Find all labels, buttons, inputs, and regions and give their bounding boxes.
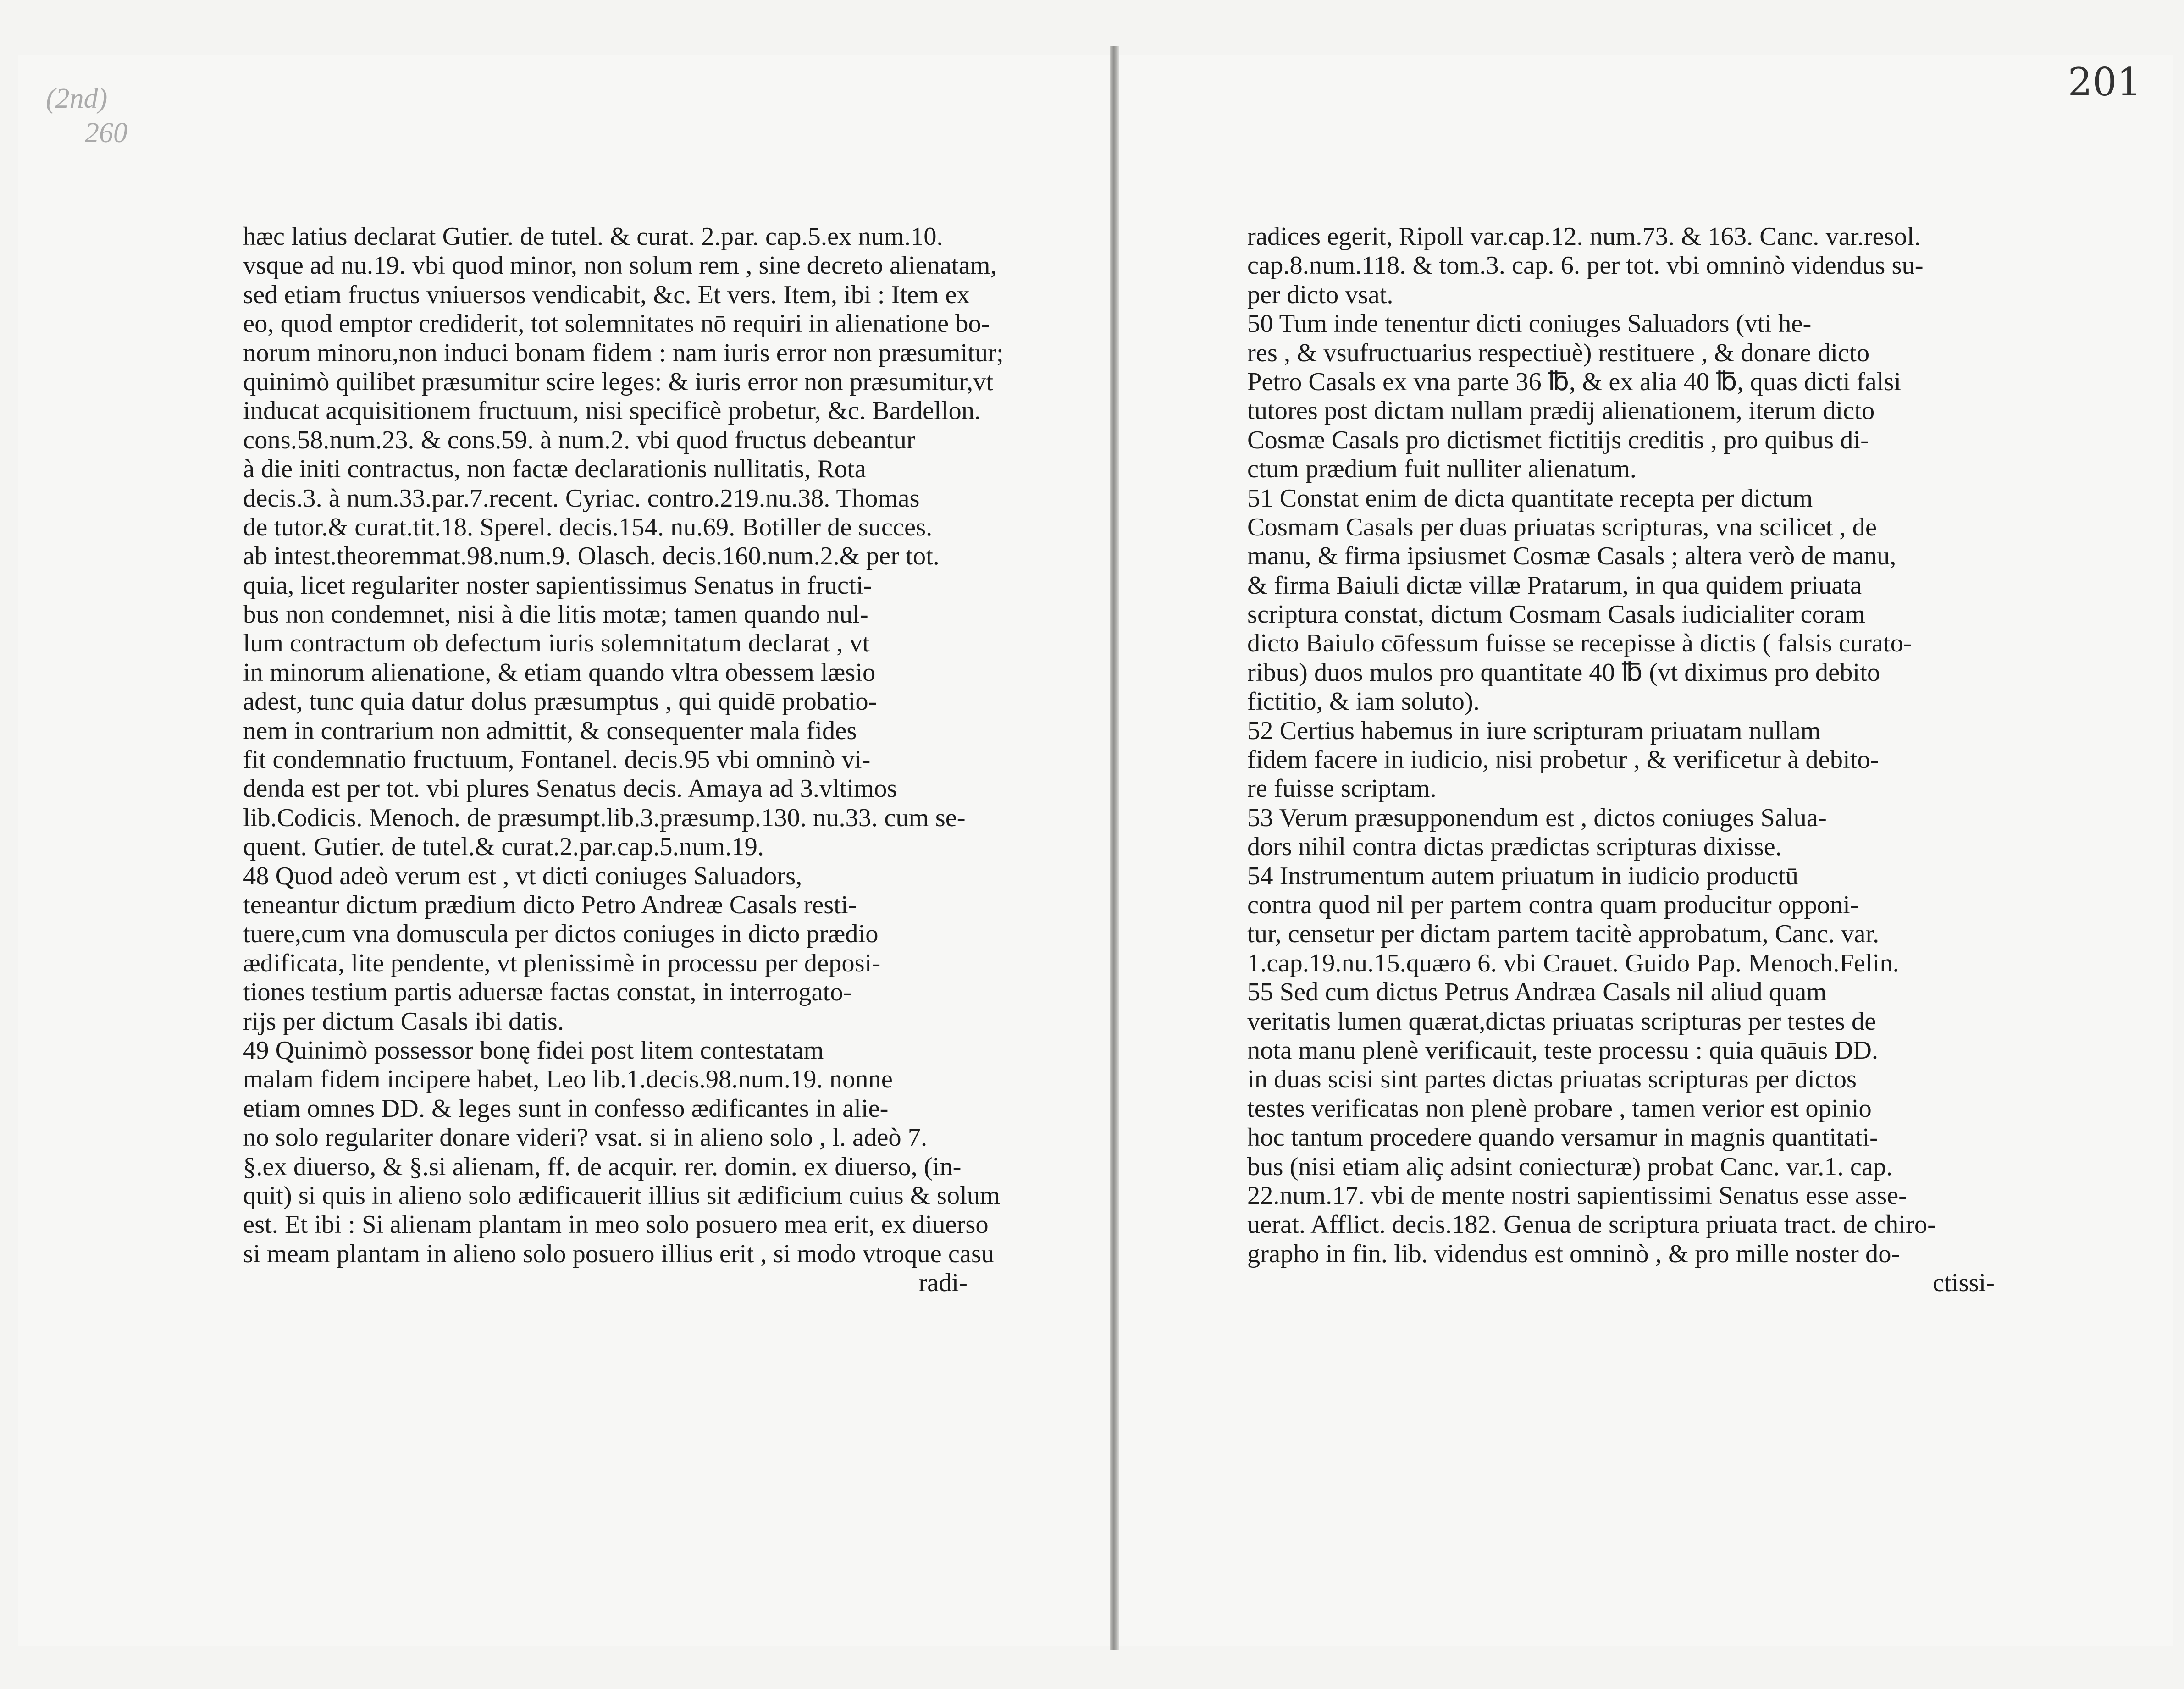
text-line: malam fidem incipere habet, Leo lib.1.decis.98.num.19. nonne — [243, 1065, 893, 1094]
text-line: re fuisse scriptam. — [1247, 774, 1437, 803]
text-line: per dicto vsat. — [1247, 280, 1393, 309]
text-line: etiam omnes DD. & leges sunt in confesso ædificantes in alie- — [243, 1094, 889, 1123]
text-line: uerat. Afflict. decis.182. Genua de scriptura priuata tract. de chiro- — [1247, 1210, 1936, 1239]
text-line: quit) si quis in alieno solo ædificauerit illius sit ædificium cuius & solum — [243, 1181, 1000, 1210]
text-line: 52 Certius habemus in iure scripturam priuatam nullam — [1247, 716, 1821, 745]
text-line: denda est per tot. vbi plures Senatus decis. Amaya ad 3.vltimos — [243, 774, 897, 803]
text-line: lum contractum ob defectum iuris solemnitatum declarat , vt — [243, 629, 870, 658]
text-line: hæc latius declarat Gutier. de tutel. & curat. 2.par. cap.5.ex num.10. — [243, 222, 943, 251]
text-line: si meam plantam in alieno solo posuero illius erit , si modo vtroque casu — [243, 1239, 995, 1268]
text-line: res , & vsufructuarius respectiuè) restituere , & donare dicto — [1247, 338, 1870, 367]
right-text-block — [1247, 222, 1995, 1297]
text-line: contra quod nil per partem contra quam producitur opponi- — [1247, 890, 1859, 919]
folio-number: 201 — [2068, 60, 2141, 105]
text-line: manu, & firma ipsiusmet Cosmæ Casals ; altera verò de manu, — [1247, 542, 1896, 571]
text-line: 1.cap.19.nu.15.quæro 6. vbi Crauet. Guido Pap. Menoch.Felin. — [1247, 949, 1899, 977]
text-line: rijs per dictum Casals ibi datis. — [243, 1007, 564, 1036]
text-line: testes verificatas non plenè probare , tamen verior est opinio — [1247, 1094, 1872, 1123]
text-line: norum minoru,non induci bonam fidem : nam iuris error non præsumitur; — [243, 338, 1004, 367]
text-line: tur, censetur per dictam partem tacitè approbatum, Canc. var. — [1247, 920, 1880, 949]
text-line: fictitio, & iam soluto). — [1247, 687, 1480, 716]
text-line: ædificata, lite pendente, vt plenissimè in processu per deposi- — [243, 949, 881, 977]
text-line: de tutor.& curat.tit.18. Sperel. decis.154. nu.69. Botiller de succes. — [243, 513, 933, 541]
text-line: nem in contrarium non admittit, & consequenter mala fides — [243, 716, 857, 745]
text-line: 50 Tum inde tenentur dicti coniuges Saluadors (vti he- — [1247, 309, 1812, 338]
text-line: sed etiam fructus vniuersos vendicabit, &c. Et vers. Item, ibi : Item ex — [243, 280, 970, 309]
text-line: eo, quod emptor crediderit, tot solemnitates nō requiri in alienatione bo- — [243, 309, 990, 338]
text-line: dors nihil contra dictas prædictas scripturas dixisse. — [1247, 833, 1782, 861]
text-line: quent. Gutier. de tutel.& curat.2.par.cap.5.num.19. — [243, 833, 764, 861]
text-line: nota manu plenè verificauit, teste processu : quia quāuis DD. — [1247, 1036, 1879, 1065]
text-line: 51 Constat enim de dicta quantitate recepta per dictum — [1247, 484, 1813, 513]
text-line: bus (nisi etiam aliç adsint coniecturæ) probat Canc. var.1. cap. — [1247, 1152, 1893, 1181]
text-line: in minorum alienatione, & etiam quando vltra obessem læsio — [243, 658, 876, 687]
text-line: ctissi- — [1933, 1269, 1995, 1297]
text-line: tutores post dictam nullam prædij alienationem, iterum dicto — [1247, 397, 1875, 425]
text-line: decis.3. à num.33.par.7.recent. Cyriac. contro.219.nu.38. Thomas — [243, 484, 920, 513]
text-line: in duas scisi sint partes dictas priuatas scripturas per dictos — [1247, 1065, 1857, 1094]
corner-mark: 260 — [85, 117, 127, 149]
text-line: 49 Quinimò possessor bonę fidei post litem contestatam — [243, 1036, 824, 1065]
text-line: bus non condemnet, nisi à die litis motæ; tamen quando nul- — [243, 600, 868, 629]
text-line: 48 Quod adeò verum est , vt dicti coniuges Saluadors, — [243, 861, 802, 890]
text-line: quinimò quilibet præsumitur scire leges: & iuris error non præsumitur,vt — [243, 367, 994, 396]
text-line: 22.num.17. vbi de mente nostri sapientissimi Senatus esse asse- — [1247, 1181, 1907, 1210]
text-line: fidem facere in iudicio, nisi probetur , & verificetur à debito- — [1247, 745, 1879, 774]
text-line: inducat acquisitionem fructuum, nisi specificè probetur, &c. Bardellon. — [243, 397, 981, 425]
text-line: quia, licet regulariter noster sapientissimus Senatus in fructi- — [243, 571, 872, 600]
text-line: cap.8.num.118. & tom.3. cap. 6. per tot. vbi omninò videndus su- — [1247, 251, 1924, 280]
text-line: adest, tunc quia datur dolus præsumptus , qui quidē probatio- — [243, 687, 877, 716]
text-line: hoc tantum procedere quando versamur in magnis quantitati- — [1247, 1123, 1878, 1152]
text-line: 54 Instrumentum autem priuatum in iudicio productū — [1247, 861, 1798, 890]
text-line: radices egerit, Ripoll var.cap.12. num.73. & 163. Canc. var.resol. — [1247, 222, 1921, 251]
text-line: est. Et ibi : Si alienam plantam in meo solo posuero mea erit, ex diuerso — [243, 1210, 989, 1239]
text-line: lib.Codicis. Menoch. de præsumpt.lib.3.præsump.130. nu.33. cum se- — [243, 803, 966, 832]
right-page — [1119, 55, 2173, 1646]
text-line: & firma Baiuli dictæ villæ Pratarum, in qua quidem priuata — [1247, 571, 1862, 600]
text-line: ribus) duos mulos pro quantitate 40 ℔ (vt diximus pro debito — [1247, 658, 1880, 687]
text-line: §.ex diuerso, & §.si alienam, ff. de acquir. rer. domin. ex diuerso, (in- — [243, 1152, 962, 1181]
text-line: Cosmæ Casals pro dictismet fictitijs creditis , pro quibus di- — [1247, 425, 1869, 454]
text-line: dicto Baiulo cōfessum fuisse se recepisse à dictis ( falsis curato- — [1247, 629, 1912, 658]
text-line: veritatis lumen quærat,dictas priuatas scripturas per testes de — [1247, 1007, 1876, 1036]
text-line: radi- — [918, 1269, 968, 1297]
text-line: 55 Sed cum dictus Petrus Andræa Casals nil aliud quam — [1247, 978, 1827, 1007]
text-line: Petro Casals ex vna parte 36 ℔, & ex alia 40 ℔, quas dicti falsi — [1247, 367, 1902, 396]
text-line: tuere,cum vna domuscula per dictos coniuges in dicto prædio — [243, 920, 879, 949]
text-line: 53 Verum præsupponendum est , dictos coniuges Salua- — [1247, 803, 1827, 832]
text-line: scriptura constat, dictum Cosmam Casals iudicialiter coram — [1247, 600, 1865, 629]
left-text-block — [243, 222, 1004, 1297]
left-page — [18, 55, 1110, 1646]
corner-mark: (2nd) — [46, 83, 108, 114]
text-line: tiones testium partis aduersæ factas constat, in interrogato- — [243, 978, 852, 1007]
text-line: vsque ad nu.19. vbi quod minor, non solum rem , sine decreto alienatam, — [243, 251, 997, 280]
text-line: à die initi contractus, non factæ declarationis nullitatis, Rota — [243, 455, 866, 484]
text-line: no solo regulariter donare videri? vsat. si in alieno solo , l. adeò 7. — [243, 1123, 928, 1152]
text-line: ab intest.theoremmat.98.num.9. Olasch. decis.160.num.2.& per tot. — [243, 542, 940, 571]
text-line: Cosmam Casals per duas priuatas scripturas, vna scilicet , de — [1247, 513, 1877, 541]
text-line: teneantur dictum prædium dicto Petro Andreæ Casals resti- — [243, 890, 857, 919]
book-gutter — [1110, 46, 1119, 1650]
text-line: cons.58.num.23. & cons.59. à num.2. vbi quod fructus debeantur — [243, 425, 915, 454]
text-line: fit condemnatio fructuum, Fontanel. decis.95 vbi omninò vi- — [243, 745, 871, 774]
text-line: ctum prædium fuit nulliter alienatum. — [1247, 455, 1637, 484]
text-line: grapho in fin. lib. videndus est omninò , & pro mille noster do- — [1247, 1239, 1900, 1268]
